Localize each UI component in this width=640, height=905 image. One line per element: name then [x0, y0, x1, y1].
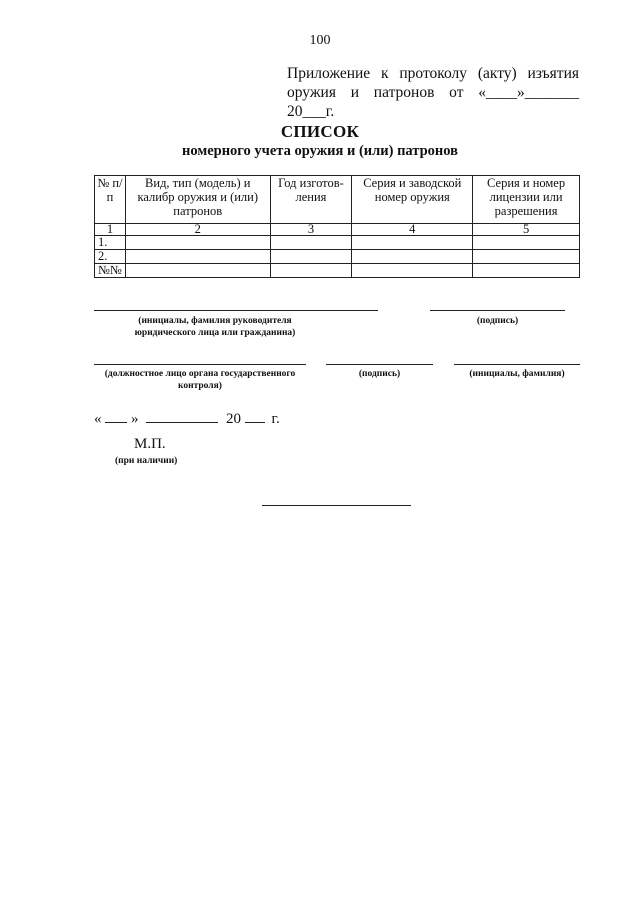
table-cell — [473, 264, 580, 278]
table-cell — [125, 250, 270, 264]
table-cell — [270, 264, 352, 278]
head-caption: (инициалы, фамилия руководителя юридического лица или гражданина) — [134, 316, 296, 338]
table-cell — [473, 236, 580, 250]
stamp-label: М.П. — [134, 436, 166, 452]
table-cell — [270, 236, 352, 250]
row-number: 1. — [95, 236, 126, 250]
official-line — [94, 364, 306, 365]
date-line — [94, 408, 280, 428]
header-year: Год изготов-ления — [270, 176, 352, 224]
year-blank — [245, 408, 265, 423]
official-caption: (должностное лицо органа государственного контроля) — [104, 369, 296, 391]
year-suffix: г. — [271, 411, 280, 427]
table-cell — [125, 236, 270, 250]
year-prefix: 20 — [226, 411, 241, 427]
page-number: 100 — [309, 33, 331, 48]
header-type: Вид, тип (модель) и калибр оружия и (или) патронов — [125, 176, 270, 224]
official-signature-line — [326, 364, 433, 365]
table-header-row — [95, 176, 580, 224]
appendix-line-2: оружия и патронов от «____»_______ 20___г. — [287, 84, 579, 120]
date-close-quote: » — [131, 411, 139, 427]
official-signature-caption: (подпись) — [358, 369, 401, 379]
table-cell — [125, 264, 270, 278]
closing-line — [262, 505, 411, 506]
head-signature-line — [430, 310, 565, 311]
table-row — [95, 264, 580, 278]
table-cell — [352, 236, 473, 250]
header-license: Серия и номер лицензии или разрешения — [473, 176, 580, 224]
weapons-table — [94, 175, 580, 278]
column-number: 2 — [125, 224, 270, 236]
table-cell — [473, 250, 580, 264]
head-signature-caption: (подпись) — [476, 316, 519, 326]
appendix-note — [287, 64, 579, 121]
stamp-note: (при наличии) — [115, 456, 178, 466]
table-cell — [352, 264, 473, 278]
column-number: 1 — [95, 224, 126, 236]
appendix-line-1: Приложение к протоколу (акту) изъятия — [287, 65, 579, 82]
table-cell — [352, 250, 473, 264]
official-name-line — [454, 364, 580, 365]
document-subtitle: номерного учета оружия и (или) патронов — [182, 143, 458, 159]
column-number: 4 — [352, 224, 473, 236]
table-row — [95, 250, 580, 264]
day-blank — [105, 408, 127, 423]
official-name-caption: (инициалы, фамилия) — [469, 369, 565, 379]
column-number: 5 — [473, 224, 580, 236]
column-number-row — [95, 224, 580, 236]
date-open-quote: « — [94, 411, 102, 427]
header-serial: Серия и заводской номер оружия — [352, 176, 473, 224]
table-row — [95, 236, 580, 250]
row-number: 2. — [95, 250, 126, 264]
column-number: 3 — [270, 224, 352, 236]
row-number: №№ — [95, 264, 126, 278]
document-title: СПИСОК — [280, 122, 360, 141]
month-blank — [146, 408, 218, 423]
table-cell — [270, 250, 352, 264]
header-number: № п/п — [95, 176, 126, 224]
head-name-line — [94, 310, 378, 311]
